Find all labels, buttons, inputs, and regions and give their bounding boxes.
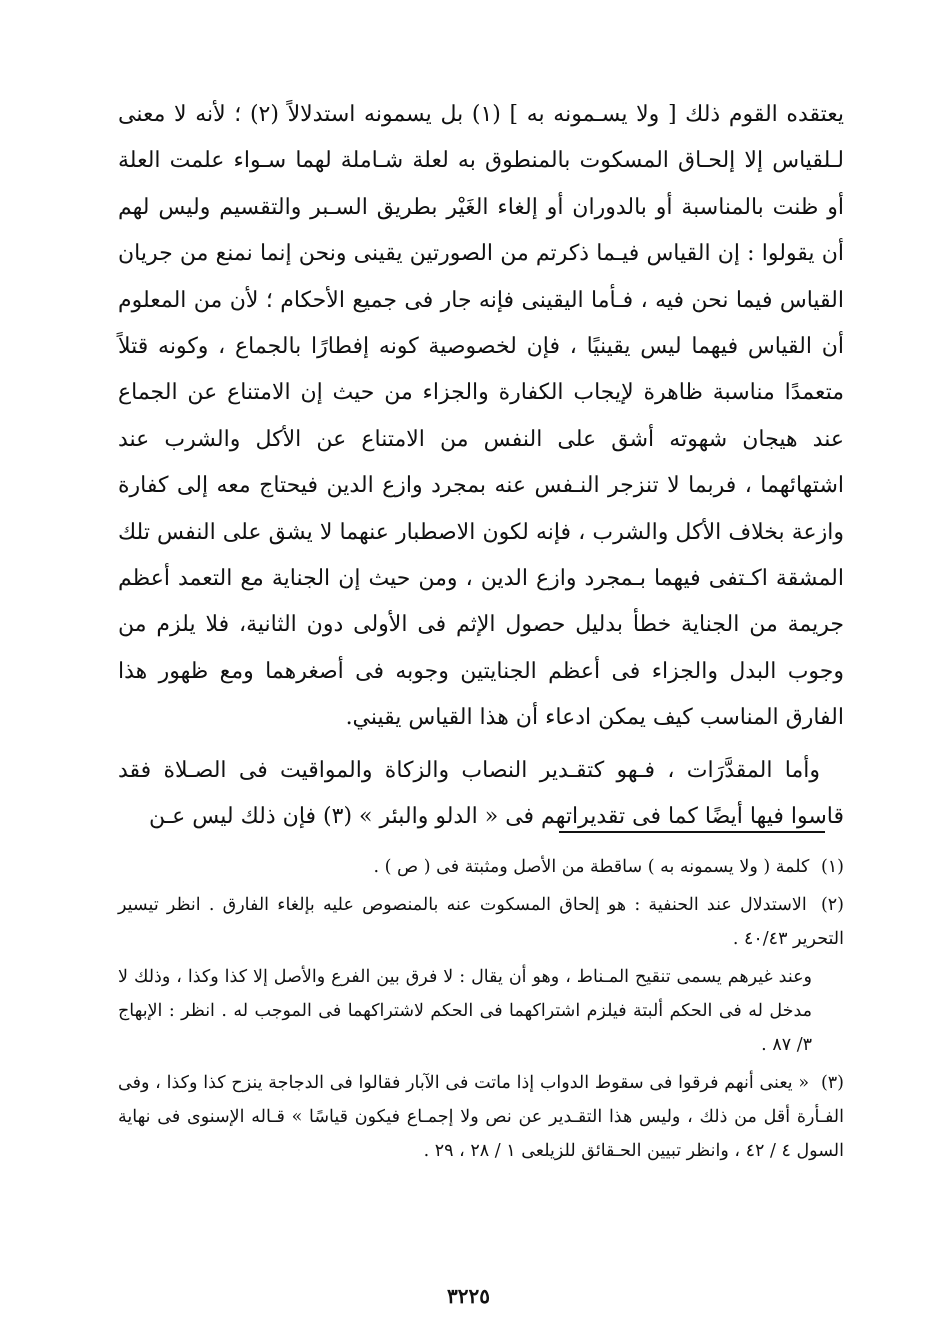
footnote-2-text: الاستدلال عند الحنفية : هو إلحاق المسكوت عنه بالمنصوص عليه بإلغاء الفارق . انظر تيسير التحرير ٤٠/٤٣ . <box>118 895 844 949</box>
footnotes-section <box>118 850 844 1172</box>
footnote-1-text: كلمة ( ولا يسمونه به ) ساقطة من الأصل ومثبتة فى ( ص ) . <box>373 857 810 877</box>
footnote-3 <box>118 1066 844 1168</box>
footnote-divider <box>559 831 825 833</box>
footnote-1-number: (١) <box>820 857 844 877</box>
page-number: ٣٢٢٥ <box>447 1284 490 1308</box>
main-paragraph-1: يعتقده القوم ذلك [ ولا يسـمونه به ] (١) بل يسمونه استدلالاً (٢) ؛ لأنه لا معنى لـلقياس إلا إلحـاق المسكوت بالمنطوق به لعلة شـاملة لهما سـواء علمت العلة أو ظنت بالمناسبة أو بالدوران أو إلغاء الغَيْر بطريق السـبر والتقسيم وليس لهم أن يقولوا : إن القياس فيـما ذكرتم من الصورتين يقينى ونحن إنما نمنع من جريان القياس فيما نحن فيه ، فـأما اليقينى فإنه جار فى جميع الأحكام ؛ لأن من المعلوم أن القياس فيهما ليس يقينيًا ، فإن لخصوصية كونه إفطارًا بالجماع ، وكونه قتلاً متعمدًا مناسبة ظاهرة لإيجاب الكفارة والجزاء من حيث إن الامتناع عن الجماع عند هيجان شهوته أشق على النفس من الامتناع عن الأكل والشرب عند اشتهائهما ، فربما لا تنزجر النـفس عنه بمجرد وازع الدين فيحتاج معه إلى كفارة وازعة بخلاف الأكل والشرب ، فإنه لكون الاصطبار عنهما لا يشق على النفس تلك المشقة اكـتفى فيهما بـمجرد وازع الدين ، ومن حيث إن الجناية مع التعمد أعظم جريمة من الجناية خطأ بدليل حصول الإثم فى الأولى دون الثانية، فلا يلزم من وجوب البدل والجزاء فى أعظم الجنايتين وجوبه فى أصغرهما ومع ظهور هذا الفارق المناسب كيف يمكن ادعاء أن هذا القياس يقيني. <box>118 102 844 731</box>
footnote-2-number: (٢) <box>820 895 844 915</box>
footnote-2-continuation: وعند غيرهم يسمى تنقيح المـناط ، وهو أن يقال : لا فرق بين الفرع والأصل إلا كذا وكذا ، وذلك لا مدخل له فى الحكم ألبتة فيلزم اشتراكهما فى الحكم لاشتراكهما فى الموجب له . انظر : الإبهاج ٣/ ٨٧ . <box>118 967 812 1055</box>
main-paragraph-2: وأما المقدَّرَات ، فـهو كتقـدير النصاب والزكاة والمواقيت فى الصـلاة فقد قاسوا فيها أيضًا كما فى تقديراتهم فى « الدلو والبئر » (٣) فإن ذلك ليس عـن <box>118 757 844 830</box>
footnote-3-text: « يعنى أنهم فرقوا فى سقوط الدواب إذا ماتت فى الآبار فقالوا فى الدجاجة ينزح كذا وكذا ، وفى الفـأرة أقل من ذلك ، وليس هذا التقـدير عن نص ولا إجمـاع فيكون قياسًا » قـاله الإسنوى فى نهاية السول ٤ / ٤٢ ، وانظر تبيين الحـقائق للزيلعى ١ / ٢٨ ، ٢٩ . <box>118 1073 844 1161</box>
footnote-3-number: (٣) <box>820 1073 844 1093</box>
main-text-body <box>118 92 844 841</box>
footnote-2 <box>118 888 844 956</box>
footnote-1 <box>118 850 844 884</box>
